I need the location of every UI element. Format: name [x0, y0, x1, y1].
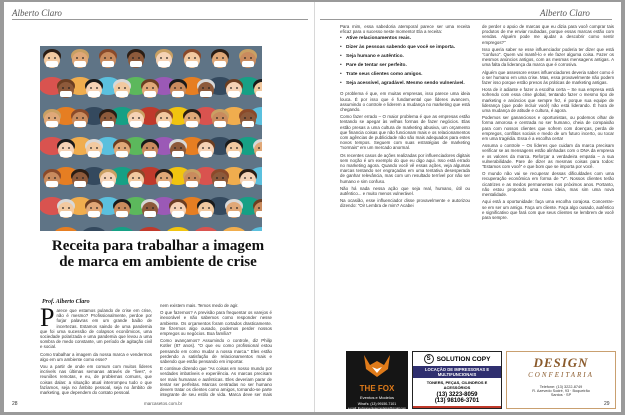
article-title: Receita para trabalhar a imagem de marca em ambiente de crise: [51, 238, 265, 270]
solution-phone-1: (13) 3223-8059: [436, 392, 478, 398]
list-item: • Trate seus clientes como amigos.: [340, 72, 470, 78]
article-author: Prof. Alberto Claro: [42, 299, 90, 305]
paragraph: Para mim, essa sabedoria atemporal parece ser uma receita eficaz para o sucesso neste momento! Ela a receita:: [340, 24, 470, 35]
paragraph: O que fazemos? A previsão para frequentar os varejos é inexorável e não sabemos como responder nesse ambiente. Os orçamentos foram cortados drasticamente. Se fizermos algo ousado, podemos perder nossos empregos ou negócios. Boa família?: [160, 310, 272, 337]
design-brand: DESIGN: [533, 355, 589, 370]
header-rule-left: [12, 19, 308, 20]
paragraph: Podemos ser gananciosos e oportunistas, ou podemos olhar de forma amorosa e centrada no ser humano, cheia de compaixão para com nossos clientes que sofrem com doenças, perda de empregos, conflitos sociais e medo de um futuro incerto, ou tocar em uma tragédia. Essa é a escolha certa!: [482, 115, 614, 142]
paragraph: Como trabalhar a imagem da nossa marca e vendermos algo em um ambiente como esse?: [40, 351, 152, 362]
paragraph: Aqui está a oportunidade: faça uma escolha corajosa. Concentre-se em ser um amigo. Faça um cliente. Faça algo ousado, autêntico e significativo que fará com que seus clientes se lembrem de você para sempre.: [482, 199, 614, 220]
list-item: • Dizer às pessoas sabendo que você se importa.: [340, 45, 470, 51]
paragraph: E continue dizendo que "As coisas em nosso mundo por verdades imbatíveis e experiência. As marcas precisam ser mais humanas e autênticas. Eles deveriam parar de tentar ser perfeitas. Marcas centradas no ser humano devem tratar os clientes como amigos, tornando-se parte integrante de seu estilo de vida. Marca deve ser mais: [160, 366, 272, 397]
paragraph: arece que estamos pulando de crise em crise, não é mesmo? Profissionalmente, perdoe por forjar palavras em um grande baião de incertezas. Estamos saindo de uma pandemia que foi uma sucessão de colapsos econômicos, uma sociedade polarizada e uma pandemia que levou a uma sombra de medo constante, um período de agitação civil e social.: [40, 308, 152, 350]
solution-tagline: LOCAÇÃO DE IMPRESSORAS E MULTIFUNCIONAIS: [413, 366, 501, 378]
solution-brand: SOLUTION COPY: [436, 355, 491, 363]
header-author-left: Alberto Claro: [12, 8, 62, 18]
recipe-list: [340, 36, 470, 87]
ad-design-confeitaria: [506, 351, 616, 409]
paragraph: Como fazer errado – O maior problema é que as empresas estão tentando se apegar às velhas formas de fazer negócios. Elas estão presas a uma cultura de marketing abusiva, um orçamento que financia coisas que não funcionam mais e os relacionamentos com agências de publicidade não são mais adequados para estes novos tempos. Seguem com suas estratégias de marketing "normais" em um mercado anormal.: [340, 114, 470, 151]
drop-cap: P: [40, 308, 55, 332]
paragraph: O problema é que, em muitas empresas, isso parece uma ideia louca. É por isso que é fundamental que líderes avancem, assumindo o controle e liderem a mudança no marketing que está chegando.: [340, 91, 470, 113]
article-column-3: [340, 24, 470, 344]
article-column-4: [482, 24, 614, 344]
design-city: Santos · SP: [550, 393, 572, 397]
fox-logo-icon: [346, 351, 408, 381]
paragraph: de perder o apoio de marcas que eu dizia para você comprar tais produtos de me enviar roubadas, porque essas marcas estão com vendas. Alguém pode me ajudar a descobrir como sentir empregos?": [482, 24, 614, 45]
fox-email: e-mail: thefoxeventosemodelos@gmail.com: [347, 406, 407, 409]
paragraph: Hora de ir adiante e fazer a escolha certa – Se sua empresa está sofrendo com essa crise global, tentando fazer o mesmo tipo de marketing e anúncios que sempre fez, é porque sua equipe de liderança (que pode incluir você) não está liderando. É hora de uma mudança de atitude e cultura, é agora.: [482, 87, 614, 114]
page-number-right: 29: [604, 401, 610, 407]
paragraph: O mundo não vai se recuperar dessas dificuldades com uma recuperação econômica em forma de "V". Nossos clientes terão cicatrizes e as medos permanentes nos próximos anos. Portanto, não estou propondo uma nova ideia, mas sim uma nova mentalidade.: [482, 171, 614, 198]
paragraph: Não há nada nessa ação que seja real, humano, útil ou autêntico... e muito menos vulnerável.: [340, 185, 470, 197]
paragraph: Vou a partir de onde em comum com muitos líderes incrivels nas últimas semanas através de "lives", e reuniões remotas, e eu, de problemas comuns, que coisas dalas: a situação atual interrompeu tudo o que fazíamos, seja no âmbito pessoal, seja no âmbito de marketing, que dependem do contato pessoal.: [40, 364, 152, 396]
list-item: • Seja acessível, agradável. Mesmo sendo vulnerável.: [340, 81, 470, 87]
paragraph: Como avançamos? Assumindo o controle, diz Philip Kotler (87 anos). "O que eu como profissional estou pensando em como mudar a nossa marca." Eles estão perdendo a satisfação de relacionamentos mais e sabendo que estão pensando em importar.: [160, 338, 272, 365]
design-phone: Telefone: (13) 3222-8749: [539, 385, 583, 389]
paragraph: Na ocasião, esse influenciador disse provavelmente e autorizou dizendo: "Oi! Lembra de mim? Acabei: [340, 198, 470, 209]
solution-site: [413, 406, 501, 409]
paragraph: Os recentes casos de ações realizadas por influenciadores digitais sem noção é um exemplo do que eu digo aqui. Isso está errado no marketing agora. Quando você vê essas ações, veja algumas marcas tentando ser engraçadas em uma tentativa desesperada de ganhar relevância, mas com um resultado terrível por não ser humano e sim confuso.: [340, 152, 470, 184]
footer-site: marcasetos.com.br: [144, 401, 183, 406]
solution-logo-icon: S: [424, 354, 434, 364]
ad-solution-copy: [412, 351, 502, 409]
list-item: • Ative relacionamentos reais.: [340, 36, 470, 42]
paragraph: Assuma o controle – Os líderes que cuidam da marca precisam verificar se as mensagens estão alinhadas com o DNA da empresa e os valores da marca. Reforçar a verdadeira empatia – a sua vulnerabilidade. Pare de dizer as mesmas coisas para todos: "Estamos com você" e que bom que se importa por você.: [482, 143, 614, 170]
crowd-svg: [40, 46, 262, 231]
page-gutter: [314, 2, 315, 412]
list-item: • Seja humano e autêntico.: [340, 54, 470, 60]
paragraph: Alguém que assessore esses influenciadores deveria saber como é o ser humano em uma crise. Mas, essa provavelmente não podem fazer isso porque estão presos às práticas de marketing antigas.: [482, 69, 614, 86]
paragraph: Isso queria saber se esse influenciador poderia ter dizer que está "confuso". Quem vai mantê-lo e ele fazer alguma coisa. Fazer os mesmos anúncios antigos, com as mesmas mensagens antigas. A uma falta da liderança da marca que é corrosiva.: [482, 46, 614, 68]
fox-phone: What's: (13) 99150-7101: [357, 402, 397, 406]
article-column-2: [160, 303, 272, 397]
fox-tagline: Eventos e Modelos: [359, 395, 395, 400]
header-rule-right: [320, 19, 612, 20]
fox-brand: THE FOX: [359, 384, 395, 393]
paragraph: nem existem mais. Temos medo de agir.: [160, 303, 239, 308]
article-column-1: [40, 308, 152, 398]
design-brand-sub: CONFEITARIA: [528, 371, 594, 379]
header-author-right: Alberto Claro: [540, 8, 590, 18]
design-address: R. Azevedo Sodré, 93 · Boqueirão: [532, 389, 590, 393]
solution-services: TONERS, PEÇAS, CILINDROS E ACESSÓRIOS: [426, 380, 488, 390]
masked-crowd-illustration: [40, 46, 262, 231]
ad-the-fox: [346, 351, 408, 409]
page-number-left: 28: [12, 401, 18, 407]
list-item: • Pare de tentar ser perfeito.: [340, 63, 470, 69]
solution-phone-2: (13) 98106-3701: [434, 398, 480, 404]
magazine-spread: [4, 2, 621, 412]
